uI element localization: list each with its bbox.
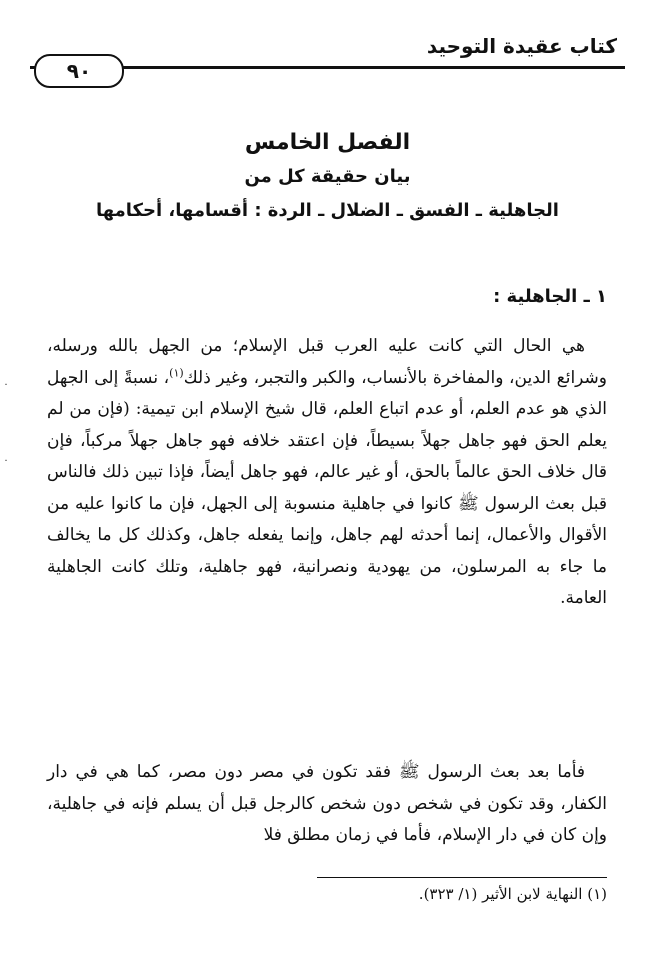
paragraph-1-text-a: هي الحال التي كانت عليه العرب قبل الإسلام؛ من الجهل بالله ورسله، وشرائع الدين، والمفاخرة بالأنساب، والكبر والتجبر، وغير ذلك [47,336,607,388]
chapter-subtitle-2: الجاهلية ـ الفسق ـ الضلال ـ الردة : أقسامها، أحكامها [96,200,559,221]
running-head [30,32,625,83]
page-number-badge [34,54,124,88]
footnote-reference[interactable]: (١) [169,365,184,379]
chapter-subtitle-1: بيان حقيقة كل من [244,166,411,187]
paragraph-2-text: فأما بعد بعث الرسول ﷺ فقد تكون في مصر دون مصر، كما هي في دار الكفار، وقد تكون في شخص دون شخص كالرجل قبل أن يسلم فإنه في جاهلية، وإن كان في دار الإسلام، فأما في زمان مطلق فلا [47,762,607,845]
page-edge-mark: ˙ [3,382,9,396]
section-heading: ١ ـ الجاهلية : [493,286,607,307]
footnote-separator [317,877,607,878]
chapter-title: الفصل الخامس [244,130,411,155]
body-paragraph-1 [47,331,607,615]
page-number: ٩٠ [66,59,92,83]
body-paragraph-2 [47,757,607,852]
book-title: كتاب عقيدة التوحيد [426,34,617,58]
paragraph-1-text-b: ، نسبةً إلى الجهل الذي هو عدم العلم، أو عدم اتباع العلم، قال شيخ الإسلام ابن تيمية: (فإن من لم يعلم الحق فهو جاهل جهلاً بسيطاً، فإن اعتقد خلافه فهو جاهل جهلاً مركباً، فإن قال خلاف الحق عالماً بالحق، أو غير عالم، فهو جاهل أيضاً، فإذا تبين ذلك فالناس قبل بعث الرسول ﷺ كانوا في جاهلية منسوبة إلى الجهل، فإن ما كانوا عليه من الأقوال والأعمال، إنما أحدثه لهم جاهل، وإنما يفعله جاهل، وكذلك كل ما يخالف ما جاء به المرسلون، من يهودية ونصرانية، فهو جاهلية، وتلك كانت الجاهلية العامة. [47,367,607,608]
page-edge-mark: ˙ [3,458,9,472]
footnote: (١) النهاية لابن الأثير (١/ ٣٢٣). [418,885,607,903]
chapter-heading [40,126,615,228]
